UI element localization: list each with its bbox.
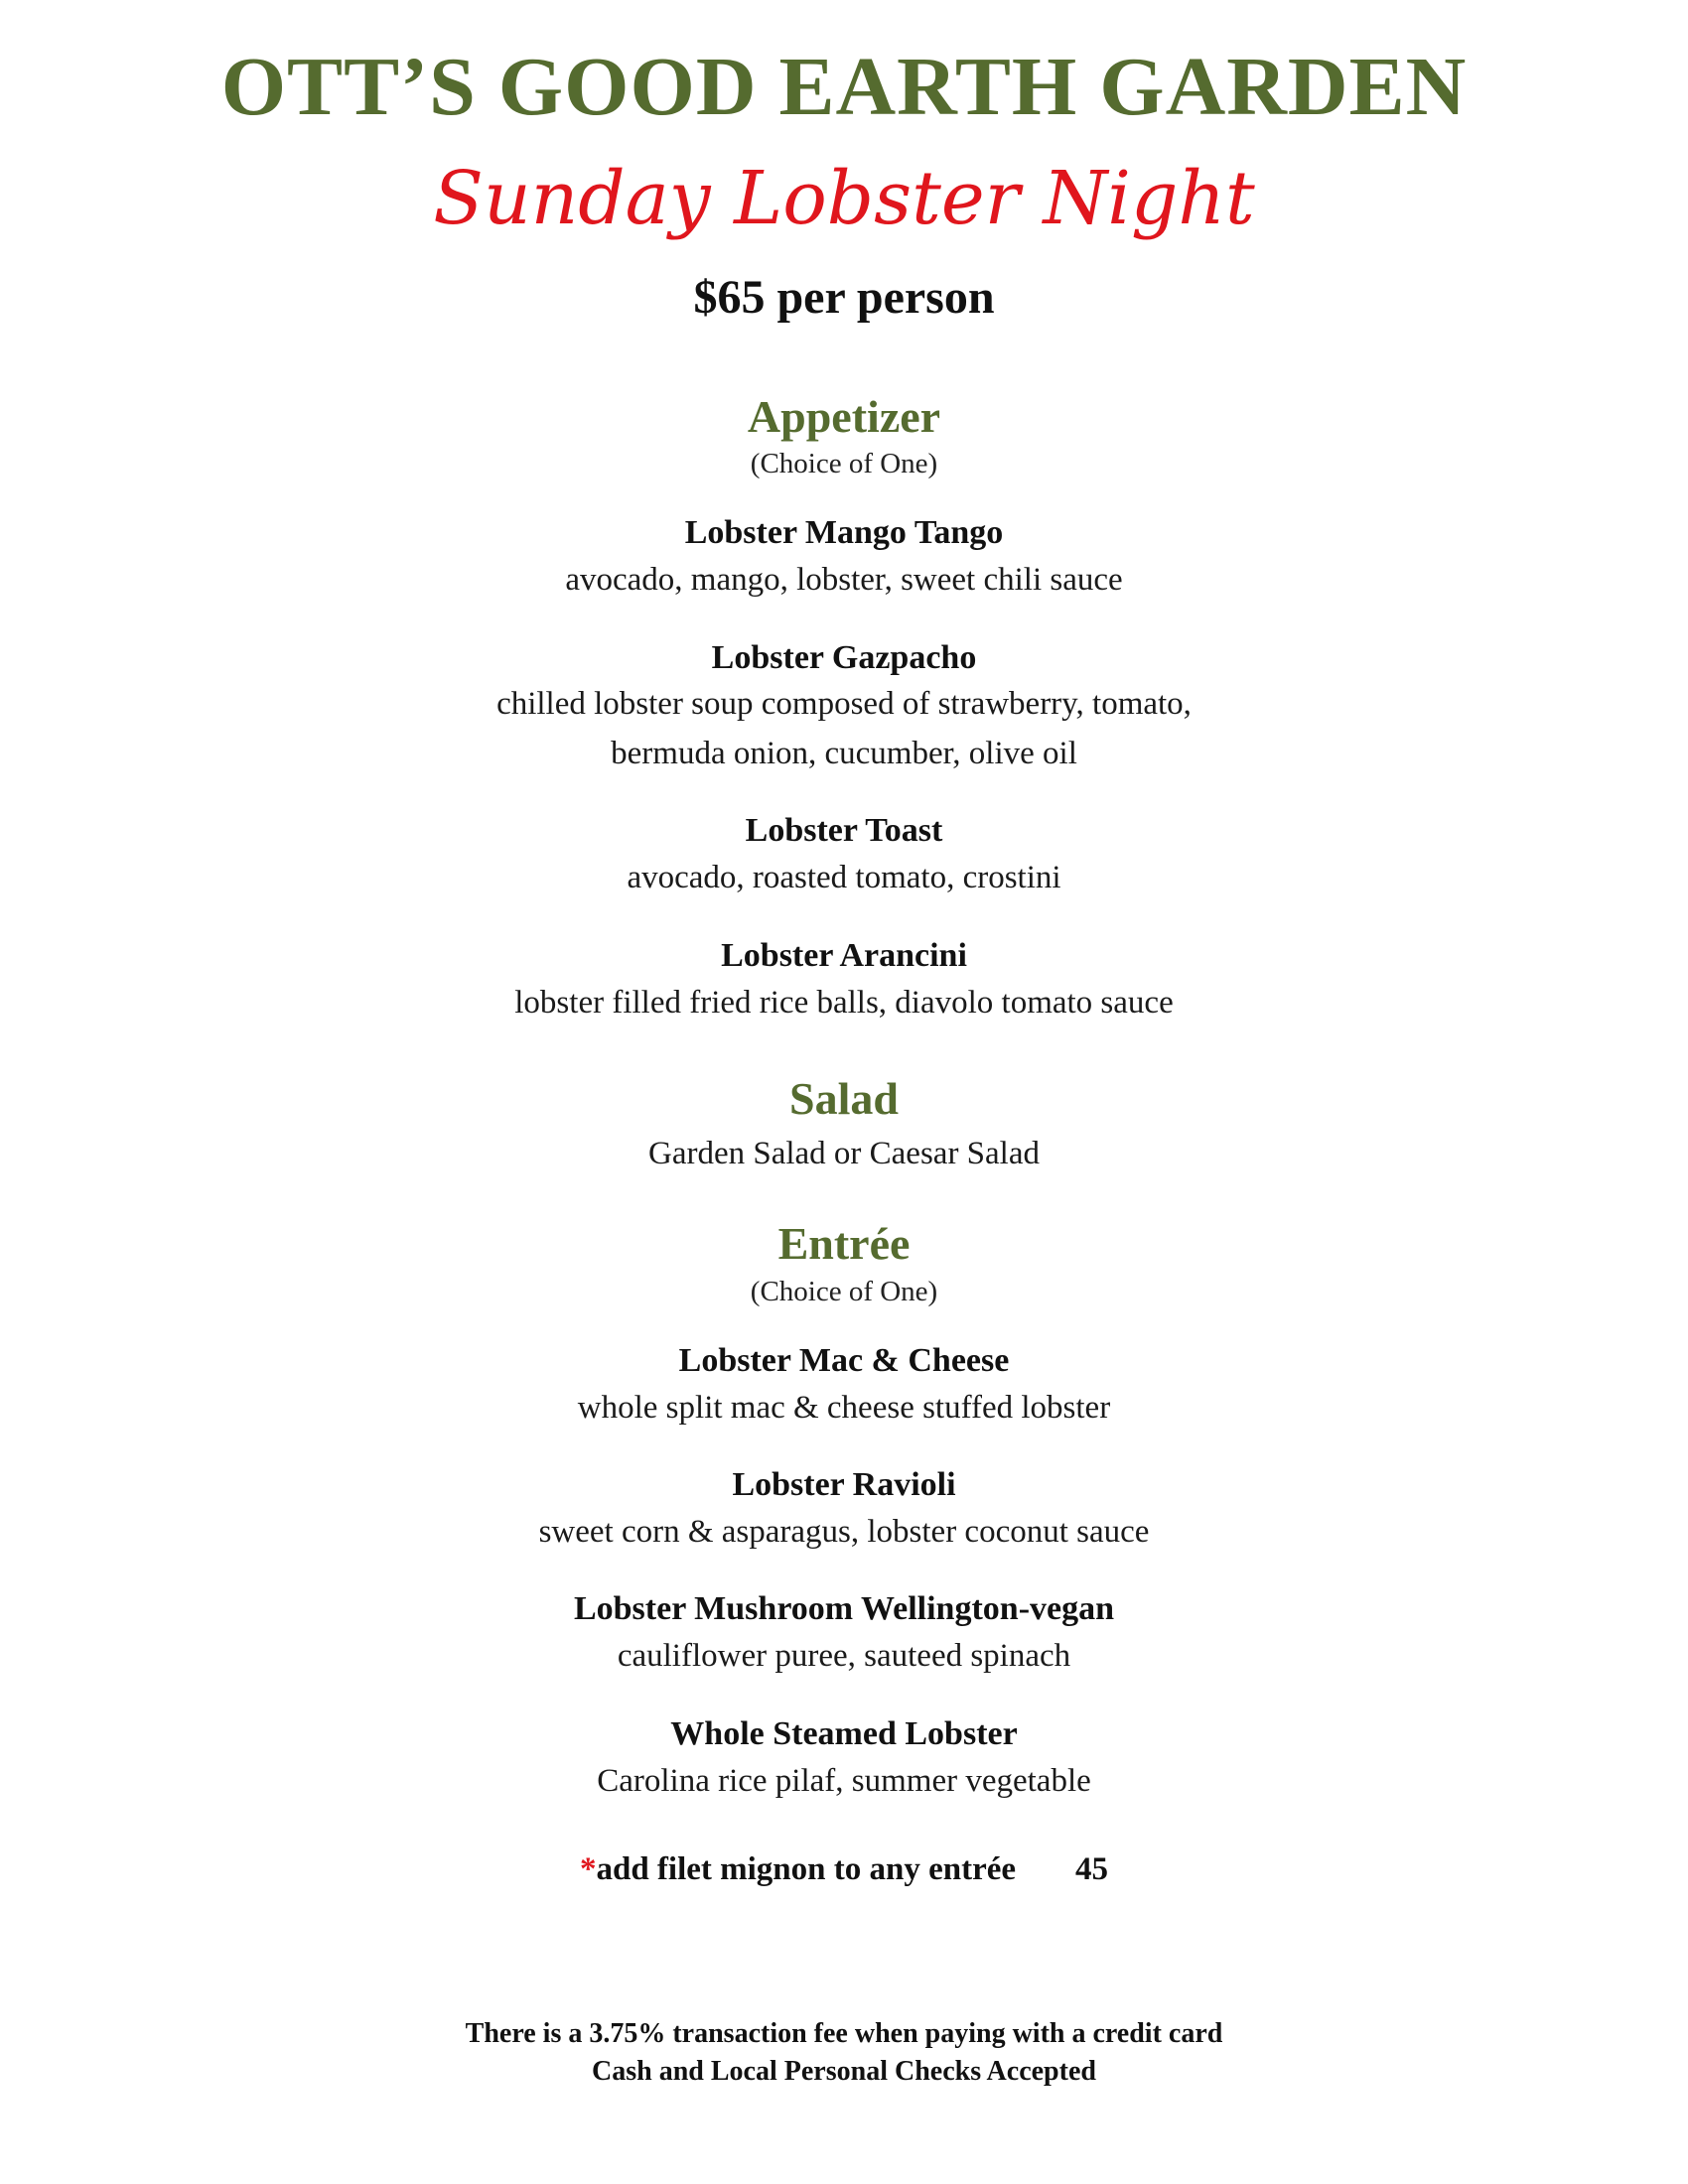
addon-line	[0, 1851, 1688, 1888]
item-description: chilled lobster soup composed of strawberry, tomato,	[496, 686, 1192, 723]
menu-item	[0, 1711, 1688, 1806]
entree-section	[0, 1216, 1688, 1806]
restaurant-name: OTT’S GOOD EARTH GARDEN	[220, 41, 1468, 133]
item-description: Carolina rice pilaf, summer vegetable	[597, 1762, 1091, 1799]
item-name: Lobster Toast	[745, 812, 943, 850]
appetizer-title: Appetizer	[747, 391, 941, 442]
item-name: Whole Steamed Lobster	[670, 1714, 1018, 1752]
item-name: Lobster Mango Tango	[684, 514, 1004, 552]
menu-body	[0, 389, 1688, 1888]
price-per-person: $65 per person	[693, 271, 995, 324]
addon-text: add filet mignon to any entrée	[596, 1851, 1017, 1888]
salad-title: Salad	[789, 1073, 899, 1125]
menu-item	[0, 510, 1688, 605]
item-name: Lobster Gazpacho	[711, 638, 977, 676]
item-description: bermuda onion, cucumber, olive oil	[611, 735, 1077, 771]
accepted-payments-note: Cash and Local Personal Checks Accepted	[592, 2055, 1096, 2087]
item-description: lobster filled fried rice balls, diavolo tomato sauce	[514, 984, 1174, 1021]
item-name: Lobster Mushroom Wellington-vegan	[573, 1590, 1115, 1628]
appetizer-section	[0, 389, 1688, 1027]
menu-item	[0, 808, 1688, 902]
menu-item	[0, 1586, 1688, 1681]
item-description: sweet corn & asparagus, lobster coconut sauce	[538, 1513, 1150, 1550]
salad-description: Garden Salad or Caesar Salad	[647, 1136, 1041, 1172]
menu-item	[0, 1462, 1688, 1557]
item-description: whole split mac & cheese stuffed lobster	[577, 1389, 1111, 1426]
item-name: Lobster Ravioli	[732, 1466, 956, 1504]
payment-footer	[0, 2015, 1688, 2091]
salad-section	[0, 1071, 1688, 1172]
asterisk-mark: *	[579, 1851, 597, 1888]
event-title: Sunday Lobster Night	[433, 156, 1255, 241]
item-description: avocado, roasted tomato, crostini	[627, 860, 1061, 896]
addon-price: 45	[1075, 1851, 1109, 1888]
menu-item	[0, 1338, 1688, 1433]
entree-note: (Choice of One)	[750, 1275, 938, 1307]
item-description: avocado, mango, lobster, sweet chili sauce	[565, 562, 1123, 599]
appetizer-note: (Choice of One)	[750, 448, 938, 480]
item-name: Lobster Arancini	[721, 936, 967, 974]
menu-item	[0, 933, 1688, 1027]
item-name: Lobster Mac & Cheese	[678, 1341, 1010, 1379]
credit-card-fee-note: There is a 3.75% transaction fee when paying with a credit card	[465, 2018, 1223, 2049]
entree-title: Entrée	[777, 1218, 911, 1270]
menu-item	[0, 635, 1688, 779]
item-description: cauliflower puree, sauteed spinach	[617, 1638, 1071, 1675]
